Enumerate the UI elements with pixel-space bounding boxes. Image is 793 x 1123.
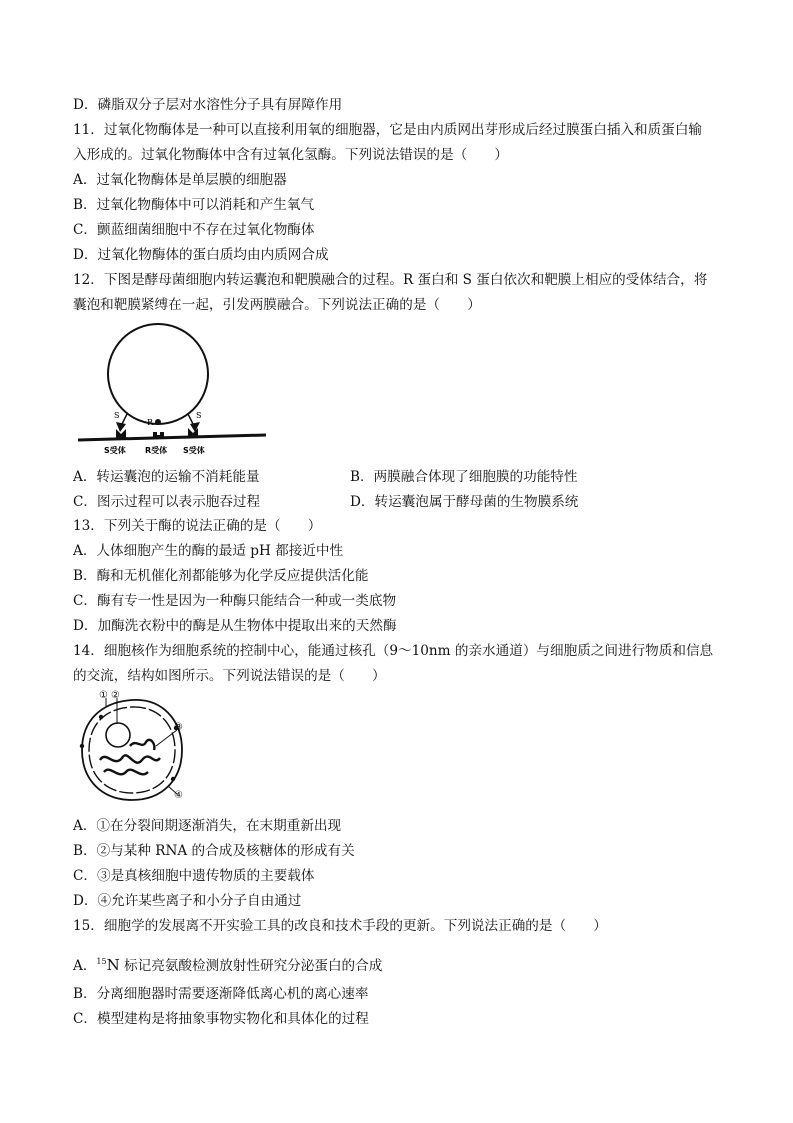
label-s-receptor-right: S受体 <box>183 446 205 455</box>
q12-stem-line-2: 囊泡和靶膜紧缚在一起，引发两膜融合。下列说法正确的是（ ） <box>73 297 481 313</box>
q11-option-a: A．过氧化物酶体是单层膜的细胞器 <box>73 172 287 188</box>
label-s-left: S <box>114 411 120 420</box>
label-4: ④ <box>174 790 183 801</box>
label-s-right: S <box>196 411 202 420</box>
s-protein-right <box>190 422 200 432</box>
q13-option-d: D．加酶洗衣粉中的酶是从生物体中提取出来的天然酶 <box>73 618 397 634</box>
q11-option-b: B．过氧化物酶体中可以消耗和产生氧气 <box>73 197 315 213</box>
label-1: ① <box>99 690 108 701</box>
r-protein <box>155 419 161 425</box>
q14-option-c: C．③是真核细胞中遗传物质的主要载体 <box>73 868 315 884</box>
q12-option-c: C．图示过程可以表示胞吞过程 <box>73 494 261 510</box>
q15-stem: 15．细胞学的发展离不开实验工具的改良和技术手段的更新。下列说法正确的是（ ） <box>73 918 607 934</box>
q14-stem-line-1: 14．细胞核作为细胞系统的控制中心，能通过核孔（9～10nm 的亲水通道）与细胞质之间进行物质和信息 <box>73 643 714 659</box>
nuclear-pore-marker <box>171 777 175 781</box>
q15-option-b: B．分离细胞器时需要逐渐降低离心机的离心速率 <box>73 986 369 1002</box>
q15-option-a <box>73 952 382 976</box>
label-s-receptor-left: S受体 <box>104 446 126 455</box>
q14-option-a: A．①在分裂间期逐渐消失，在末期重新出现 <box>73 818 342 834</box>
q13-option-c: C．酶有专一性是因为一种酶只能结合一种或一类底物 <box>73 593 397 609</box>
nucleolus <box>106 723 130 747</box>
q11-option-c: C．颤蓝细菌细胞中不存在过氧化物酶体 <box>73 222 315 238</box>
q13-option-b: B．酶和无机催化剂都能够为化学反应提供活化能 <box>73 568 369 584</box>
q14-option-d: D．④允许某些离子和小分子自由通过 <box>73 893 302 909</box>
q11-option-d: D．过氧化物酶体的蛋白质均由内质网合成 <box>73 247 329 263</box>
r-receptor-shape <box>153 432 164 438</box>
label-3: ③ <box>174 722 183 733</box>
label-r: R <box>147 418 154 427</box>
s-receptor-right-shape <box>188 428 198 438</box>
nuclear-envelope-outer <box>82 700 182 800</box>
q10-option-d: D．磷脂双分子层对水溶性分子具有屏障作用 <box>73 97 343 113</box>
q11-stem-line-2: 入形成的。过氧化物酶体中含有过氧化氢酶。下列说法错误的是（ ） <box>73 147 508 163</box>
q14-option-b: B．②与某种 RNA 的合成及核糖体的形成有关 <box>73 843 355 859</box>
q12-option-a: A．转运囊泡的运输不消耗能量 <box>73 469 260 485</box>
q12-stem-line-1: 12．下图是酵母菌细胞内转运囊泡和靶膜融合的过程。R 蛋白和 S 蛋白依次和靶膜上相应的受体结合，将 <box>73 272 708 288</box>
q11-stem-line-1: 11．过氧化物酶体是一种可以直接利用氧的细胞器，它是由内质网出芽形成后经过膜蛋白插入和质蛋白输 <box>73 122 703 138</box>
nuclear-pore-marker <box>80 744 84 748</box>
nuclear-pore-marker <box>99 715 103 719</box>
q15-option-a-text: 标记亮氨酸检测放射性研究分泌蛋白的合成 <box>119 958 383 974</box>
vesicle-fusion-figure <box>78 322 268 457</box>
q13-option-a: A．人体细胞产生的酶的最适 pH 都接近中性 <box>73 543 344 559</box>
q14-stem-line-2: 的交流，结构如图所示。下列说法错误的是（ ） <box>73 668 386 684</box>
q15-option-c: C．模型建构是将抽象事物实物化和具体化的过程 <box>73 1011 369 1027</box>
label-r-receptor: R受体 <box>145 446 168 455</box>
q12-option-b: B．两膜融合体现了细胞膜的功能特性 <box>350 469 578 485</box>
target-membrane <box>78 435 266 440</box>
q12-option-d: D．转运囊泡属于酵母菌的生物膜系统 <box>350 494 579 510</box>
label-2: ② <box>111 690 120 701</box>
transport-vesicle <box>108 324 208 424</box>
chromatin <box>100 740 160 774</box>
nucleus-structure-figure <box>70 688 195 810</box>
q13-stem: 13．下列关于酶的说法正确的是（ ） <box>73 518 322 534</box>
isotope-mass-number: 15 <box>96 957 107 966</box>
q15-option-a-prefix: A． <box>73 958 97 974</box>
nuclear-envelope-inner <box>89 707 175 793</box>
isotope-symbol: N <box>106 956 120 974</box>
